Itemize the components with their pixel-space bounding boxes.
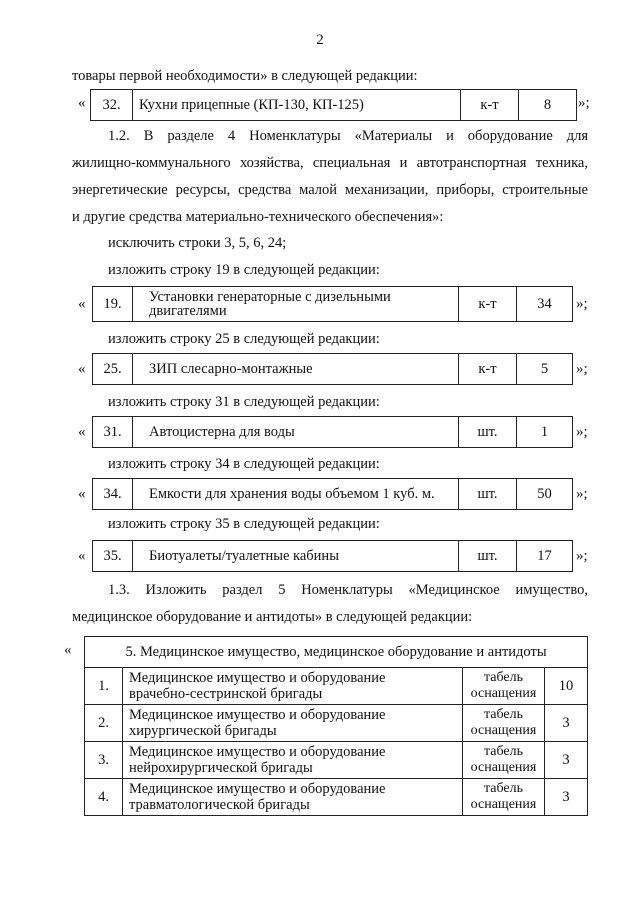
row-name [123, 668, 463, 705]
open-quote: « [78, 361, 86, 377]
table-row [93, 287, 573, 322]
row-unit-line2: оснащения [470, 723, 537, 738]
row-number: 32. [91, 90, 133, 121]
row-unit-line2: оснащения [470, 686, 537, 701]
state-row-35: изложить строку 35 в следующей редакции: [108, 516, 380, 532]
open-quote: « [78, 296, 86, 312]
row-name-line2: двигателями [149, 303, 227, 319]
row-qty: 3 [545, 779, 588, 816]
row-unit [463, 779, 545, 816]
row-qty: 3 [545, 742, 588, 779]
table-row-31 [92, 416, 573, 448]
row-name-line2: врачебно-сестринской бригады [129, 686, 323, 702]
row-unit: к-т [459, 287, 517, 322]
close-quote: »; [576, 548, 588, 564]
table-row-34 [92, 478, 573, 510]
row-qty: 50 [517, 479, 573, 510]
medical-table [84, 636, 588, 816]
state-row-34: изложить строку 34 в следующей редакции: [108, 456, 380, 472]
row-name: Биотуалеты/туалетные кабины [133, 541, 459, 572]
table-row [85, 742, 588, 779]
row-unit-line2: оснащения [470, 760, 537, 775]
open-quote: « [64, 642, 72, 658]
page-number: 2 [316, 32, 324, 48]
row-name-line1: Медицинское имущество и оборудование [129, 744, 386, 760]
row-qty: 17 [517, 541, 573, 572]
row-unit: шт. [459, 541, 517, 572]
row-qty: 3 [545, 705, 588, 742]
row-name-line1: Медицинское имущество и оборудование [129, 707, 386, 723]
para-1-2-line1: 1.2. В разделе 4 Номенклатуры «Материалы и оборудование для [108, 128, 588, 144]
close-quote: »; [576, 424, 588, 440]
row-number: 1. [85, 668, 123, 705]
table-row [91, 90, 577, 121]
row-qty: 1 [517, 417, 573, 448]
table-row-19 [92, 286, 573, 322]
para-1-2-line2: жилищно-коммунального хозяйства, специальная и автотранспортная техника, [72, 155, 588, 171]
row-unit-line1: табель [483, 707, 524, 722]
row-qty: 8 [519, 90, 577, 121]
table-row [85, 779, 588, 816]
row-number: 3. [85, 742, 123, 779]
table-kitchens [90, 89, 577, 121]
open-quote: « [78, 486, 86, 502]
row-unit-line1: табель [483, 781, 524, 796]
row-unit: к-т [461, 90, 519, 121]
para-1-3-line2: медицинское оборудование и антидоты» в следующей редакции: [72, 609, 473, 625]
table-header-row [85, 637, 588, 668]
row-unit [463, 742, 545, 779]
row-number: 31. [93, 417, 133, 448]
row-number: 4. [85, 779, 123, 816]
open-quote: « [78, 424, 86, 440]
row-name-line1: Установки генераторные с дизельными [149, 289, 391, 305]
exclude-rows-text: исключить строки 3, 5, 6, 24; [108, 235, 287, 251]
row-unit [463, 705, 545, 742]
para-1-3-line1: 1.3. Изложить раздел 5 Номенклатуры «Медицинское имущество, [108, 582, 588, 598]
row-number: 2. [85, 705, 123, 742]
table-row-35 [92, 540, 573, 572]
row-unit [463, 668, 545, 705]
row-unit: шт. [459, 417, 517, 448]
row-name: ЗИП слесарно-монтажные [133, 354, 459, 385]
row-name [123, 742, 463, 779]
row-unit-line2: оснащения [470, 797, 537, 812]
row-name-line2: хирургической бригады [129, 723, 277, 739]
close-quote: »; [576, 486, 588, 502]
row-qty: 5 [517, 354, 573, 385]
row-name: Автоцистерна для воды [133, 417, 459, 448]
row-number: 19. [93, 287, 133, 322]
close-quote: »; [578, 95, 590, 111]
row-number: 25. [93, 354, 133, 385]
table-row-25 [92, 353, 573, 385]
row-unit-line1: табель [483, 744, 524, 759]
row-name [123, 779, 463, 816]
row-number: 34. [93, 479, 133, 510]
row-number: 35. [93, 541, 133, 572]
row-qty: 10 [545, 668, 588, 705]
row-name-line2: травматологической бригады [129, 797, 310, 813]
row-name [123, 705, 463, 742]
table-row [93, 417, 573, 448]
row-qty: 34 [517, 287, 573, 322]
table-row [85, 705, 588, 742]
medical-table-header: 5. Медицинское имущество, медицинское оборудование и антидоты [85, 637, 588, 668]
intro-line: товары первой необходимости» в следующей редакции: [72, 68, 418, 84]
table-row [93, 354, 573, 385]
state-row-25: изложить строку 25 в следующей редакции: [108, 331, 380, 347]
row-name-line1: Медицинское имущество и оборудование [129, 781, 386, 797]
row-unit: к-т [459, 354, 517, 385]
state-row-31: изложить строку 31 в следующей редакции: [108, 394, 380, 410]
close-quote: »; [576, 361, 588, 377]
open-quote: « [78, 548, 86, 564]
state-row-19: изложить строку 19 в следующей редакции: [108, 262, 380, 278]
row-unit: шт. [459, 479, 517, 510]
row-name: Кухни прицепные (КП-130, КП-125) [133, 90, 461, 121]
table-row [93, 479, 573, 510]
row-name [133, 287, 459, 322]
para-1-2-line3: энергетические ресурсы, средства малой механизации, приборы, строительные [72, 182, 588, 198]
row-name-line1: Медицинское имущество и оборудование [129, 670, 386, 686]
row-name-line2: нейрохирургической бригады [129, 760, 313, 776]
table-row [93, 541, 573, 572]
para-1-2-line4: и другие средства материально-технического обеспечения»: [72, 209, 444, 225]
row-unit-line1: табель [483, 670, 524, 685]
row-name: Емкости для хранения воды объемом 1 куб. м. [133, 479, 459, 510]
close-quote: »; [576, 296, 588, 312]
table-row [85, 668, 588, 705]
open-quote: « [78, 95, 86, 111]
